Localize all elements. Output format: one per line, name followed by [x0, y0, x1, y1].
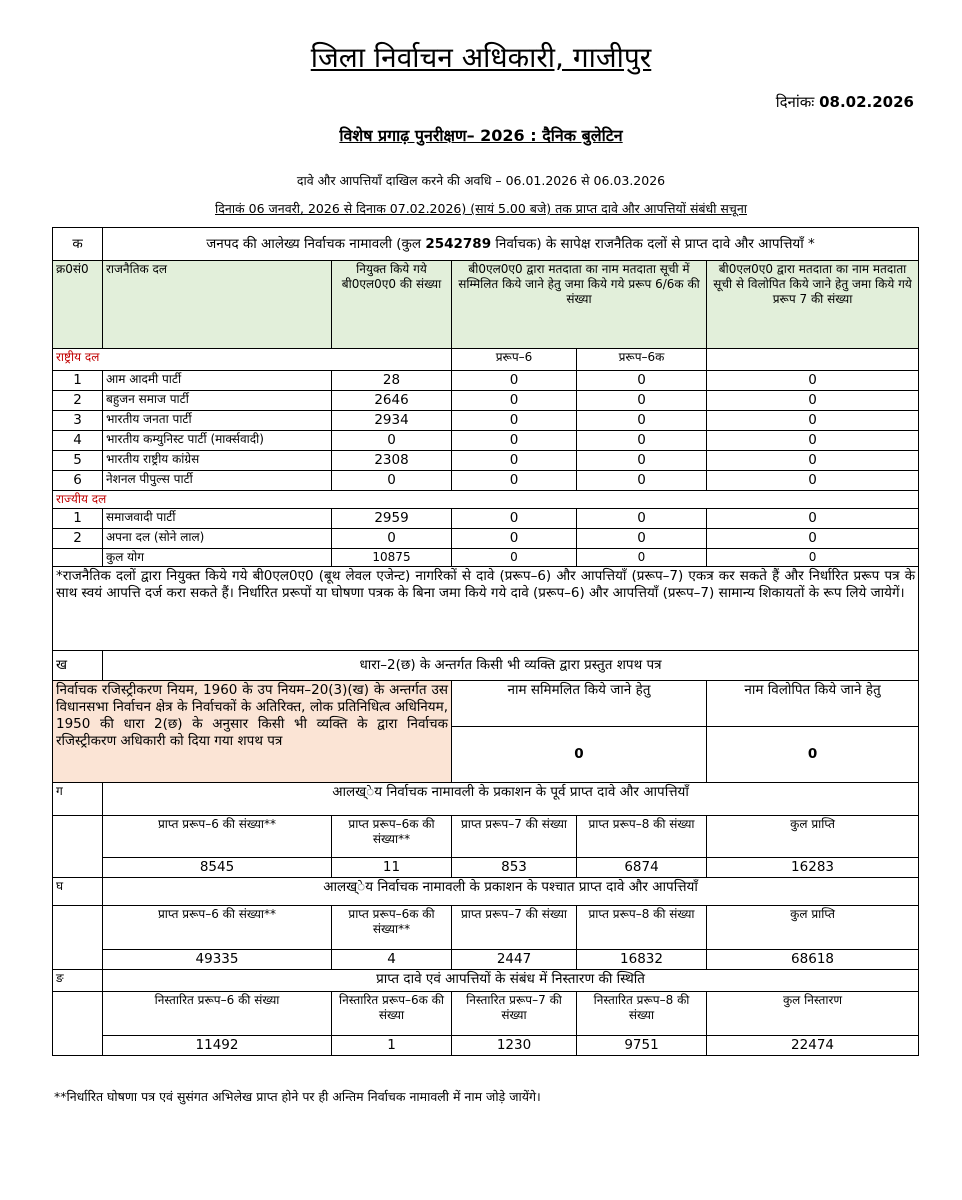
party-form7-count: 0	[707, 391, 919, 411]
affidavit-col-inclusion: नाम समिमलित किये जाने हेतु	[452, 681, 707, 727]
section-kha-code: ख	[53, 651, 103, 681]
party-form7-count: 0	[707, 371, 919, 391]
party-form6-count: 0	[452, 411, 577, 431]
party-row	[53, 471, 919, 491]
section-nga-heading: प्राप्त दावे एवं आपत्तियों के संबंध में निस्तारण की स्थिति	[103, 969, 919, 991]
total-f6k: 0	[577, 549, 707, 567]
section-gha-code: घ	[53, 877, 103, 905]
party-bla-count: 2959	[332, 509, 452, 529]
section-ka-code: क	[53, 228, 103, 261]
gha-value-5: 68618	[707, 949, 919, 969]
party-form6k-count: 0	[577, 371, 707, 391]
total-row	[53, 549, 919, 567]
affidavit-deletion-value: 0	[707, 727, 919, 783]
header-party: राजनैतिक दल	[103, 261, 332, 349]
bulletin-table	[52, 227, 919, 1056]
nga-value-1: 11492	[103, 1035, 332, 1055]
header-inclusion: बी0एल0ए0 द्वारा मतदाता का नाम मतदाता सूची में सम्मिलित किये जाने हेतु जमा किये गये प्ररूप 6/6क की संख्या	[452, 261, 707, 349]
form6-label: प्ररूप–6	[452, 349, 577, 371]
party-sno: 5	[53, 451, 103, 471]
section-ka-heading: जनपद की आलेख्य निर्वाचक नामावली (कुल 2542789 निर्वाचक) के सापेक्ष राजनैतिक दलों से प्राप्त दावे और आपत्तियाँ *	[103, 228, 919, 261]
nga-value-5: 22474	[707, 1035, 919, 1055]
nga-value-3: 1230	[452, 1035, 577, 1055]
nga-header-1: निस्तारित प्ररूप–6 की संख्या	[103, 991, 332, 1035]
party-name: नेशनल पीपुल्स पार्टी	[103, 471, 332, 491]
party-row	[53, 431, 919, 451]
party-form6-count: 0	[452, 471, 577, 491]
gha-value-1: 49335	[103, 949, 332, 969]
party-form6-count: 0	[452, 371, 577, 391]
ga-value-1: 8545	[103, 858, 332, 878]
total-f6: 0	[452, 549, 577, 567]
party-form6-count: 0	[452, 509, 577, 529]
party-name: भारतीय जनता पार्टी	[103, 411, 332, 431]
section-ga-heading: आलख्ेय निर्वाचक नामावली के प्रकाशन के पूर्व प्राप्त दावे और आपत्तियाँ	[103, 783, 919, 816]
total-electors: 2542789	[425, 235, 492, 252]
party-form6k-count: 0	[577, 431, 707, 451]
gha-value-2: 4	[332, 949, 452, 969]
party-bla-count: 28	[332, 371, 452, 391]
party-sno: 1	[53, 371, 103, 391]
party-form6k-count: 0	[577, 391, 707, 411]
section-gha-heading: आलख्ेय निर्वाचक नामावली के प्रकाशन के पश्चात प्राप्त दावे और आपत्तियाँ	[103, 877, 919, 905]
party-name: अपना दल (सोने लाल)	[103, 529, 332, 549]
ga-value-3: 853	[452, 858, 577, 878]
nga-header-3: निस्तारित प्ररूप–7 की संख्या	[452, 991, 577, 1035]
section-nga-code: ङ	[53, 969, 103, 991]
party-name: भारतीय कम्युनिस्ट पार्टी (मार्क्सवादी)	[103, 431, 332, 451]
page-title: जिला निर्वाचन अधिकारी, गाजीपुर	[310, 41, 652, 74]
party-form6-count: 0	[452, 451, 577, 471]
party-row	[53, 391, 919, 411]
party-name: भारतीय राष्ट्रीय कांग्रेस	[103, 451, 332, 471]
footnote: **निर्धारित घोषणा पत्र एवं सुसंगत अभिलेख प्राप्त होने पर ही अन्तिम निर्वाचक नामावली में नाम जोड़े जायेंगे।	[54, 1089, 541, 1104]
ga-header-5: कुल प्राप्ति	[707, 816, 919, 858]
party-form6-count: 0	[452, 529, 577, 549]
form6k-label: प्ररूप–6क	[577, 349, 707, 371]
nga-value-2: 1	[332, 1035, 452, 1055]
party-form6k-count: 0	[577, 471, 707, 491]
ga-header-3: प्राप्त प्ररूप–7 की संख्या	[452, 816, 577, 858]
gha-header-3: प्राप्त प्ररूप–7 की संख्या	[452, 905, 577, 949]
gha-value-3: 2447	[452, 949, 577, 969]
ga-value-5: 16283	[707, 858, 919, 878]
gha-header-1: प्राप्त प्ररूप–6 की संख्या**	[103, 905, 332, 949]
header-bla: नियुक्त किये गये बी0एल0ए0 की संख्या	[332, 261, 452, 349]
notice-line: दिनाकं 06 जनवरी, 2026 से दिनाक 07.02.2026) (सायं 5.00 बजे) तक प्राप्त दावे और आपत्तियों संबंधी सचूना	[215, 201, 747, 216]
bulletin-date	[776, 92, 914, 112]
ga-header-1: प्राप्त प्ररूप–6 की संख्या**	[103, 816, 332, 858]
party-form7-count: 0	[707, 471, 919, 491]
party-form7-count: 0	[707, 529, 919, 549]
nga-value-4: 9751	[577, 1035, 707, 1055]
gha-header-2: प्राप्त प्ररूप–6क की संख्या**	[332, 905, 452, 949]
party-form6k-count: 0	[577, 451, 707, 471]
party-form7-count: 0	[707, 509, 919, 529]
header-sno: क्र0सं0	[53, 261, 103, 349]
bulletin-subtitle: विशेष प्रगाढ़ पुनरीक्षण– 2026 : दैनिक बुलेटिन	[339, 126, 623, 145]
party-bla-count: 0	[332, 471, 452, 491]
section-ga-code: ग	[53, 783, 103, 816]
party-row	[53, 509, 919, 529]
party-sno: 1	[53, 509, 103, 529]
party-row	[53, 451, 919, 471]
party-name: समाजवादी पार्टी	[103, 509, 332, 529]
state-parties-label: राज्यीय दल	[53, 491, 919, 509]
date-value: 08.02.2026	[819, 93, 914, 111]
affidavit-inclusion-value: 0	[452, 727, 707, 783]
ga-header-4: प्राप्त प्ररूप–8 की संख्या	[577, 816, 707, 858]
nga-header-5: कुल निस्तारण	[707, 991, 919, 1035]
party-form6-count: 0	[452, 391, 577, 411]
total-bla: 10875	[332, 549, 452, 567]
affidavit-col-deletion: नाम विलोपित किये जाने हेतु	[707, 681, 919, 727]
party-sno: 4	[53, 431, 103, 451]
party-form6k-count: 0	[577, 411, 707, 431]
header-deletion: बी0एल0ए0 द्वारा मतदाता का नाम मतदाता सूची से विलोपित किये जाने हेतु जमा किये गये प्ररूप 7 की संख्या	[707, 261, 919, 349]
affidavit-text: निर्वाचक रजिस्ट्रीकरण नियम, 1960 के उप नियम–20(3)(ख) के अन्तर्गत उस विधानसभा निर्वाचन क्षेत्र के निर्वाचकों के अतिरिक्त, लोक प्रतिनिधित्व अधिनियम, 1950 की धारा 2(छ) के अनुसार किसी भी व्यक्ति के द्वारा निर्वाचक रजिस्ट्रीकरण अधिकारी को दिया गया शपथ पत्र	[53, 681, 452, 783]
total-label: कुल योग	[103, 549, 332, 567]
gha-value-4: 16832	[577, 949, 707, 969]
party-form7-count: 0	[707, 411, 919, 431]
claims-period: दावे और आपत्तियाँ दाखिल करने की अवधि – 06.01.2026 से 06.03.2026	[296, 173, 666, 188]
party-sno: 2	[53, 529, 103, 549]
party-name: आम आदमी पार्टी	[103, 371, 332, 391]
party-bla-count: 2646	[332, 391, 452, 411]
ga-header-2: प्राप्त प्ररूप–6क की संख्या**	[332, 816, 452, 858]
party-sno: 6	[53, 471, 103, 491]
party-bla-count: 0	[332, 529, 452, 549]
gha-header-5: कुल प्राप्ति	[707, 905, 919, 949]
party-name: बहुजन समाज पार्टी	[103, 391, 332, 411]
party-row	[53, 371, 919, 391]
party-bla-count: 0	[332, 431, 452, 451]
party-form7-count: 0	[707, 431, 919, 451]
ga-value-4: 6874	[577, 858, 707, 878]
national-parties-label: राष्ट्रीय दल	[53, 349, 452, 371]
section-ka-note: *राजनैतिक दलों द्वारा नियुक्त किये गये बी0एल0ए0 (बूथ लेवल एजेन्ट) नागरिकों से दावे (प्ररूप–6) और आपत्तियाँ (प्ररूप–7) एकत्र कर सकते हैं और निर्धारित प्ररूप पत्र के साथ स्वयं आपत्ति दर्ज करा सकते हैं। निर्धारित प्ररूपों या घोषणा पत्रक के बिना जमा किये गये दावे (प्ररूप–6) और आपत्तियाँ (प्ररूप–7) सामान्य शिकायतों के रूप लिये जायेगें।	[53, 567, 919, 651]
party-form6k-count: 0	[577, 509, 707, 529]
party-form7-count: 0	[707, 451, 919, 471]
nga-header-4: निस्तारित प्ररूप–8 की संख्या	[577, 991, 707, 1035]
nga-header-2: निस्तारित प्ररूप–6क की संख्या	[332, 991, 452, 1035]
party-sno: 2	[53, 391, 103, 411]
gha-header-4: प्राप्त प्ररूप–8 की संख्या	[577, 905, 707, 949]
party-row	[53, 529, 919, 549]
total-f7: 0	[707, 549, 919, 567]
party-row	[53, 411, 919, 431]
section-kha-heading: धारा–2(छ) के अन्तर्गत किसी भी व्यक्ति द्वारा प्रस्तुत शपथ पत्र	[103, 651, 919, 681]
date-label: दिनांकः	[775, 93, 815, 111]
ga-value-2: 11	[332, 858, 452, 878]
party-form6-count: 0	[452, 431, 577, 451]
party-sno: 3	[53, 411, 103, 431]
party-bla-count: 2308	[332, 451, 452, 471]
party-bla-count: 2934	[332, 411, 452, 431]
party-form6k-count: 0	[577, 529, 707, 549]
